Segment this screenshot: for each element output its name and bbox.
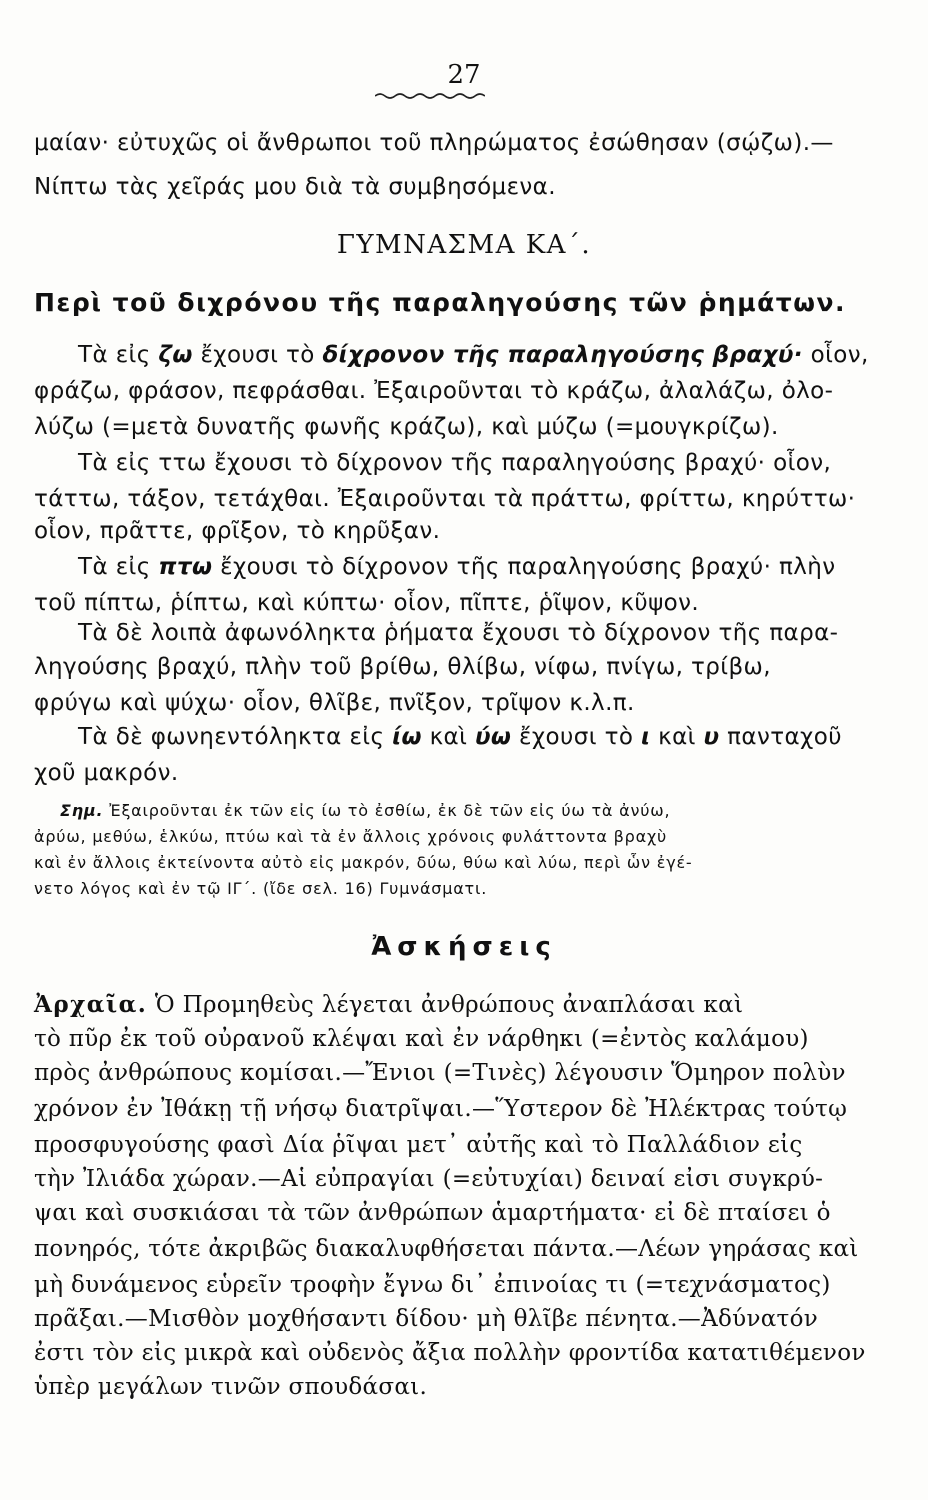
exercise-line-8: πονηρός, τότε ἀκριβῶς διακαλυφθήσεται πάντα.—Λέων γηράσας καὶ <box>34 1236 859 1262</box>
para-zo-line-1: Τὰ εἰς ζω ἔχουσι τὸ δίχρονον τῆς παραληγούσης βραχύ· οἷον, <box>78 342 869 368</box>
note-line-3: καὶ ἐν ἄλλοις ἐκτείνοντα αὐτὸ εἰς μακρόν, δύω, θύω καὶ λύω, περὶ ὧν ἐγέ- <box>34 853 693 872</box>
intro-line-2: Νίπτω τὰς χεῖράς μου διὰ τὰ συμβησόμενα. <box>34 174 556 200</box>
section-heading: Περὶ τοῦ διχρόνου τῆς παραληγούσης τῶν ῥημάτων. <box>34 288 846 317</box>
note-line-2: ἀρύω, μεθύω, ἑλκύω, πτύω καὶ τὰ ἐν ἄλλοις χρόνοις φυλάττοντα βραχὺ <box>34 827 668 846</box>
exercises-heading: Ἀσκήσεις <box>371 932 557 962</box>
page-number: 27 <box>447 60 481 90</box>
para-tto-line-1: Τὰ εἰς ττω ἔχουσι τὸ δίχρονον τῆς παραληγούσης βραχύ· οἷον, <box>78 450 832 476</box>
exercise-line-1: Ἀρχαῖα. Ὁ Προμηθεὺς λέγεται ἀνθρώπους ἀναπλάσαι καὶ <box>34 991 744 1018</box>
note-line-4: νετο λόγος καὶ ἐν τῷ ΙΓ΄. (ἴδε σελ. 16) Γυμνάσματι. <box>34 879 488 898</box>
para-zo-line-2: φράζω, φράσον, πεφράσθαι. Ἐξαιροῦνται τὸ κράζω, ἀλαλάζω, ὀλο- <box>34 378 834 404</box>
para-zo-line-3: λύζω (=μετὰ δυνατῆς φωνῆς κράζω), καὶ μύζω (=μουγκρίζω). <box>34 414 779 440</box>
exercise-line-11: ἐστι τὸν εἰς μικρὰ καὶ οὐδενὸς ἄξια πολλὴν φροντίδα κατατιθέμενον <box>34 1340 866 1366</box>
exercise-line-5: προσφυγούσης φασὶ Δία ῥῖψαι μετ᾽ αὐτῆς καὶ τὸ Παλλάδιον εἰς <box>34 1132 803 1158</box>
para-io-line-1: Τὰ δὲ φωνηεντόληκτα εἰς ίω καὶ ύω ἔχουσι τὸ ι καὶ υ πανταχοῦ <box>78 724 842 750</box>
exercise-line-9: μὴ δυνάμενος εὑρεῖν τροφὴν ἔγνω δι᾽ ἐπινοίας τι (=τεχνάσματος) <box>34 1272 831 1298</box>
exercise-line-7: ψαι καὶ συσκιάσαι τὰ τῶν ἀνθρώπων ἁμαρτήματα· εἰ δὲ πταίσει ὁ <box>34 1200 831 1226</box>
para-loipa-line-2: ληγούσης βραχύ, πλὴν τοῦ βρίθω, θλίβω, νίφω, πνίγω, τρίβω, <box>34 654 771 680</box>
exercise-line-3: πρὸς ἀνθρώπους κομίσαι.—Ἔνιοι (=Τινὲς) λέγουσιν Ὅμηρον πολὺν <box>34 1060 846 1086</box>
para-pto-line-1: Τὰ εἰς πτω ἔχουσι τὸ δίχρονον τῆς παραληγούσης βραχύ· πλὴν <box>78 554 836 580</box>
note-line-1: Σημ. Ἐξαιροῦνται ἐκ τῶν εἰς ίω τὸ ἐσθίω, ἐκ δὲ τῶν εἰς ύω τὰ ἀνύω, <box>60 801 671 820</box>
exercise-line-12: ὑπὲρ μεγάλων τινῶν σπουδάσαι. <box>34 1374 428 1400</box>
exercise-line-4: χρόνον ἐν Ἰθάκῃ τῇ νήσῳ διατρῖψαι.—Ὕστερον δὲ Ἠλέκτρας τούτῳ <box>34 1096 848 1122</box>
para-loipa-line-1: Τὰ δὲ λοιπὰ ἀφωνόληκτα ῥήματα ἔχουσι τὸ δίχρονον τῆς παρα- <box>78 620 839 646</box>
para-tto-line-3: οἷον, πρᾶττε, φρῖξον, τὸ κηρῦξαν. <box>34 518 441 544</box>
intro-line-1: μαίαν· εὐτυχῶς οἱ ἄνθρωποι τοῦ πληρώματος ἐσώθησαν (σῴζω).— <box>34 130 834 156</box>
para-tto-line-2: τάττω, τάξον, τετάχθαι. Ἐξαιροῦνται τὰ πράττω, φρίττω, κηρύττω· <box>34 486 856 512</box>
para-loipa-line-3: φρύγω καὶ ψύχω· οἷον, θλῖβε, πνῖξον, τρῖψον κ.λ.π. <box>34 690 635 716</box>
para-pto-line-2: τοῦ πίπτω, ῥίπτω, καὶ κύπτω· οἷον, πῖπτε, ῥῖψον, κῦψον. <box>34 590 700 616</box>
para-io-line-2: χοῦ μακρόν. <box>34 760 179 786</box>
exercise-line-10: πρᾶξαι.—Μισθὸν μοχθήσαντι δίδου· μὴ θλῖβε πένητα.—Ἀδύνατόν <box>34 1306 819 1332</box>
gymnasma-heading: ΓΥΜΝΑΣΜΑ ΚΑ΄. <box>336 230 592 260</box>
exercise-line-2: τὸ πῦρ ἐκ τοῦ οὐρανοῦ κλέψαι καὶ ἐν νάρθηκι (=ἐντὸς καλάμου) <box>34 1026 809 1052</box>
exercise-line-6: τὴν Ἰλιάδα χώραν.—Αἱ εὐπραγίαι (=εὐτυχίαι) δειναί εἰσι συγκρύ- <box>34 1166 824 1192</box>
page-number-ornament <box>375 92 485 100</box>
